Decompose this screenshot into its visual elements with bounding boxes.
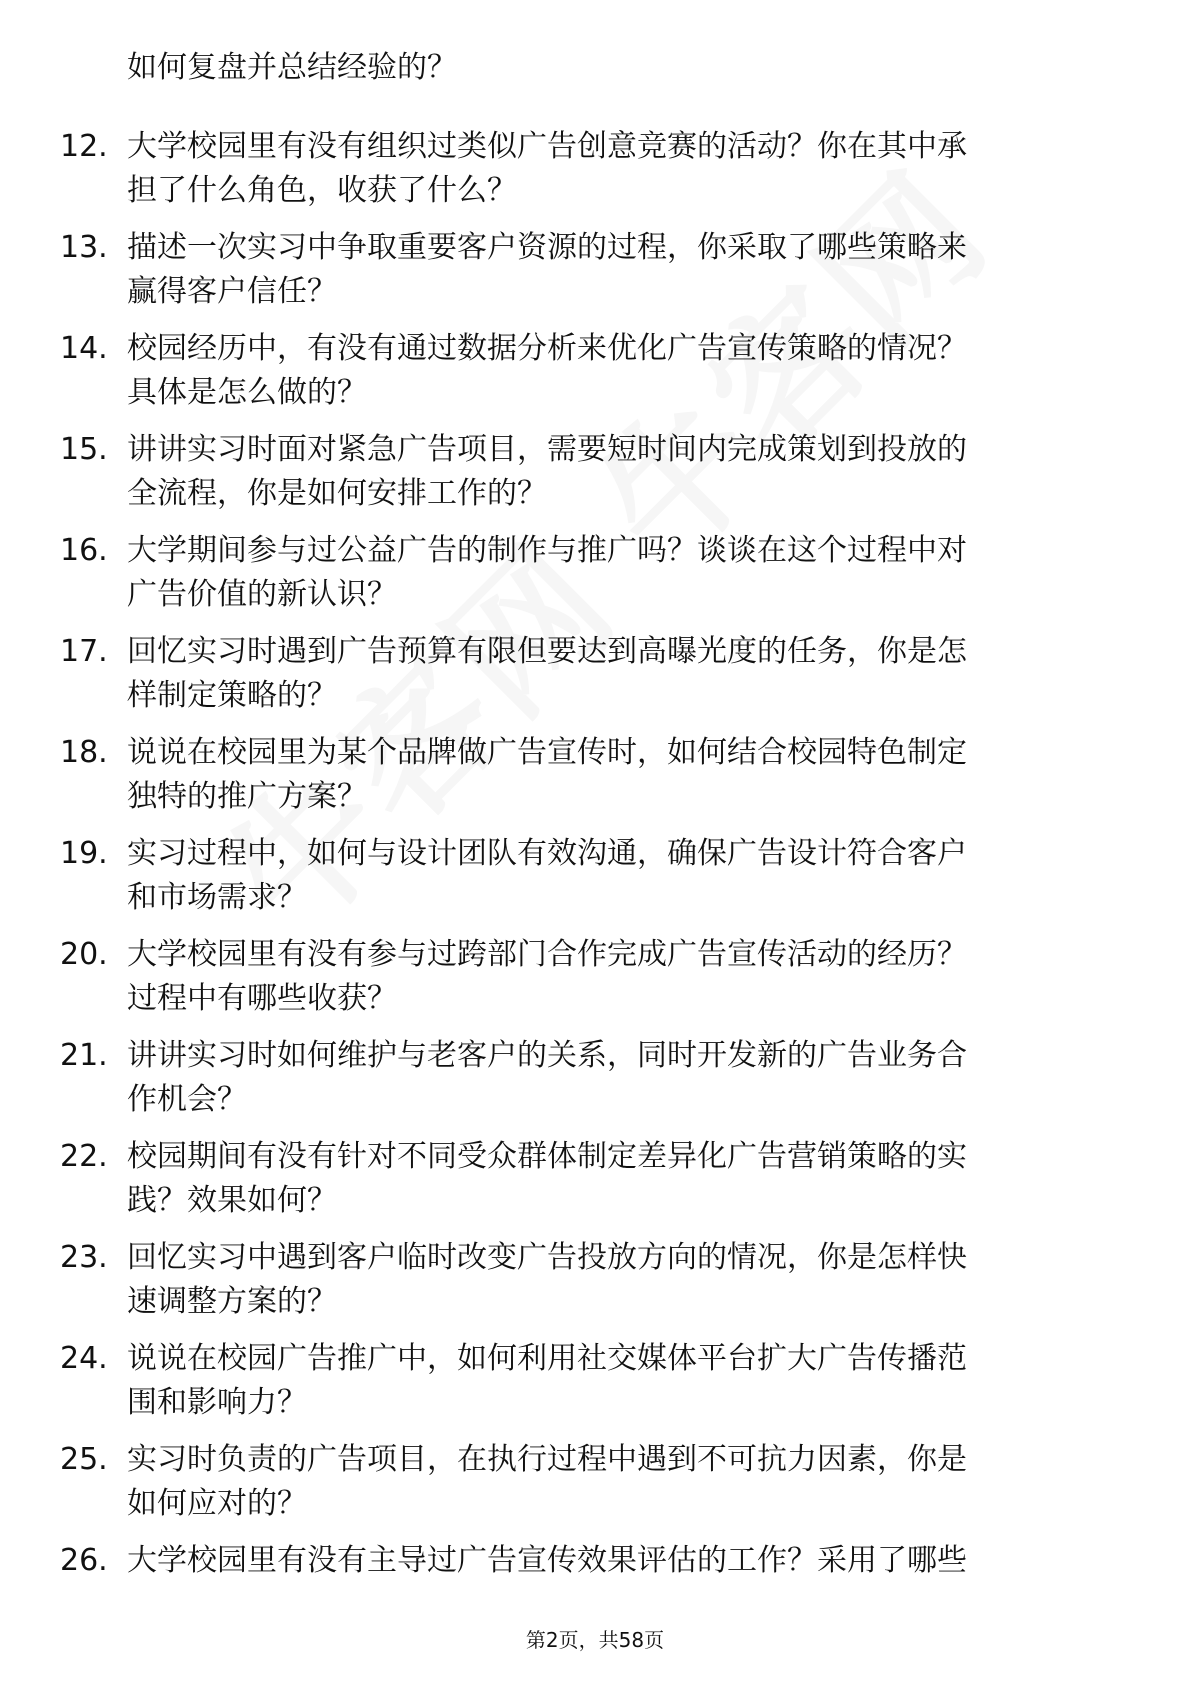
item-text: 校园经历中，有没有通过数据分析来优化广告宣传策略的情况？ 具体是怎么做的？ <box>127 331 967 410</box>
item-number: 25. <box>60 1442 108 1477</box>
item-number: 15. <box>60 432 108 467</box>
list-item <box>60 933 1140 1021</box>
item-number: 14. <box>60 331 108 366</box>
item-number: 24. <box>60 1341 108 1376</box>
list-item <box>60 1236 1140 1324</box>
list-item <box>60 1337 1140 1425</box>
list-item <box>60 125 1140 213</box>
item-text: 大学校园里有没有组织过类似广告创意竞赛的活动？你在其中承 担了什么角色，收获了什么？ <box>127 129 967 208</box>
item-text: 说说在校园里为某个品牌做广告宣传时，如何结合校园特色制定 独特的推广方案？ <box>127 735 967 814</box>
item-number: 17. <box>60 634 108 669</box>
list-item <box>60 832 1140 920</box>
list-item <box>60 1034 1140 1122</box>
item-text: 大学期间参与过公益广告的制作与推广吗？谈谈在这个过程中对 广告价值的新认识？ <box>127 533 967 612</box>
list-item <box>60 428 1140 516</box>
item-text: 实习时负责的广告项目，在执行过程中遇到不可抗力因素，你是 如何应对的？ <box>127 1442 967 1521</box>
item-number: 13. <box>60 230 108 265</box>
item-text: 校园期间有没有针对不同受众群体制定差异化广告营销策略的实 践？效果如何？ <box>127 1139 967 1218</box>
item-number: 12. <box>60 129 108 164</box>
item-text: 讲讲实习时面对紧急广告项目，需要短时间内完成策划到投放的 全流程，你是如何安排工作的？ <box>127 432 967 511</box>
list-item <box>60 1135 1140 1223</box>
list-item <box>60 731 1140 819</box>
item-number: 18. <box>60 735 108 770</box>
item-text: 描述一次实习中争取重要客户资源的过程，你采取了哪些策略来 赢得客户信任？ <box>127 230 967 309</box>
list-item <box>60 1438 1140 1526</box>
list-item <box>60 630 1140 718</box>
continuation-line: 如何复盘并总结经验的？ <box>127 50 457 85</box>
question-list <box>60 46 1140 1596</box>
item-text: 回忆实习中遇到客户临时改变广告投放方向的情况，你是怎样快 速调整方案的？ <box>127 1240 967 1319</box>
item-number: 23. <box>60 1240 108 1275</box>
item-text: 大学校园里有没有参与过跨部门合作完成广告宣传活动的经历？ 过程中有哪些收获？ <box>127 937 967 1016</box>
item-text: 说说在校园广告推广中，如何利用社交媒体平台扩大广告传播范 围和影响力？ <box>127 1341 967 1420</box>
item-text: 回忆实习时遇到广告预算有限但要达到高曝光度的任务，你是怎 样制定策略的？ <box>127 634 967 713</box>
list-item <box>60 226 1140 314</box>
item-text: 大学校园里有没有主导过广告宣传效果评估的工作？采用了哪些 <box>127 1543 967 1578</box>
item-number: 20. <box>60 937 108 972</box>
item-number: 16. <box>60 533 108 568</box>
item-text: 实习过程中，如何与设计团队有效沟通，确保广告设计符合客户 和市场需求？ <box>127 836 967 915</box>
items-container <box>60 125 1140 1583</box>
item-number: 26. <box>60 1543 108 1578</box>
page-footer: 第2页，共58页 <box>525 1628 665 1652</box>
list-item <box>60 327 1140 415</box>
list-item <box>60 529 1140 617</box>
item-number: 22. <box>60 1139 108 1174</box>
item-number: 19. <box>60 836 108 871</box>
item-number: 21. <box>60 1038 108 1073</box>
item-text: 讲讲实习时如何维护与老客户的关系，同时开发新的广告业务合 作机会？ <box>127 1038 967 1117</box>
list-item <box>60 1539 1140 1583</box>
